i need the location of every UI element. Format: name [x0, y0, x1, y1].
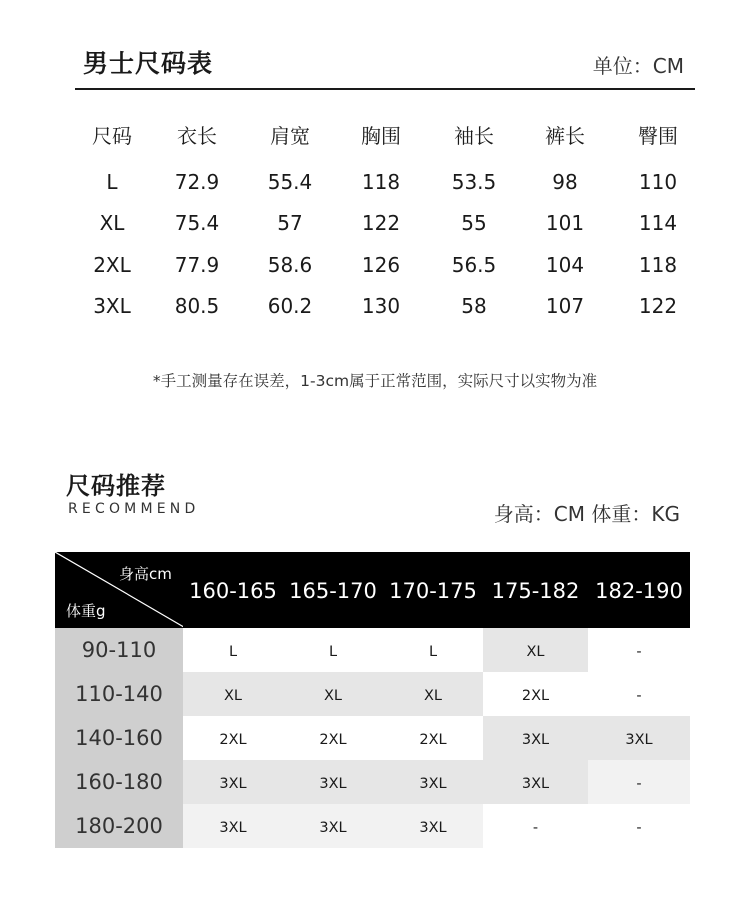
- recommended-size-cell: 3XL: [283, 804, 383, 848]
- recommended-size-cell: XL: [283, 672, 383, 716]
- size-chart-header-cell: 肩宽: [270, 124, 310, 148]
- size-chart-header-cell: 裤长: [545, 124, 585, 148]
- height-range-header: 175-182: [491, 579, 580, 603]
- size-label-cell: 2XL: [93, 253, 131, 277]
- size-value-cell: 98: [552, 170, 578, 194]
- recommended-size-cell: -: [588, 628, 690, 672]
- size-chart-unit: 单位：CM: [592, 54, 684, 78]
- recommend-header-row: [55, 552, 690, 628]
- size-label-cell: XL: [99, 211, 125, 235]
- size-value-cell: 118: [361, 170, 401, 194]
- recommend-title: 尺码推荐: [66, 472, 166, 500]
- size-value-cell: 126: [361, 253, 401, 277]
- size-value-cell: 118: [638, 253, 678, 277]
- recommended-size-cell: 3XL: [383, 804, 483, 848]
- recommended-size-cell: -: [588, 760, 690, 804]
- size-label-cell: 3XL: [93, 294, 131, 318]
- recommended-size-cell: 2XL: [383, 716, 483, 760]
- weight-range-label: 140-160: [55, 716, 183, 760]
- recommended-size-cell: L: [183, 628, 283, 672]
- height-range-header: 170-175: [389, 579, 477, 603]
- weight-range-label: 160-180: [55, 760, 183, 804]
- size-value-cell: 55: [461, 211, 487, 235]
- recommended-size-cell: 3XL: [483, 716, 588, 760]
- recommended-size-cell: 3XL: [183, 760, 283, 804]
- recommended-size-cell: XL: [383, 672, 483, 716]
- size-value-cell: 77.9: [174, 253, 220, 277]
- size-value-cell: 75.4: [174, 211, 220, 235]
- size-value-cell: 104: [545, 253, 585, 277]
- size-chart-header-cell: 袖长: [454, 124, 494, 148]
- size-value-cell: 101: [545, 211, 585, 235]
- recommended-size-cell: 3XL: [483, 760, 588, 804]
- size-value-cell: 58: [461, 294, 487, 318]
- recommended-size-cell: L: [283, 628, 383, 672]
- recommended-size-cell: L: [383, 628, 483, 672]
- title-divider: [75, 88, 695, 90]
- recommended-size-cell: 2XL: [183, 716, 283, 760]
- height-range-header: 165-170: [289, 579, 377, 603]
- size-value-cell: 72.9: [174, 170, 220, 194]
- size-value-cell: 58.6: [267, 253, 313, 277]
- size-value-cell: 60.2: [267, 294, 313, 318]
- size-value-cell: 80.5: [174, 294, 220, 318]
- weight-range-label: 90-110: [55, 628, 183, 672]
- recommended-size-cell: 2XL: [283, 716, 383, 760]
- recommend-unit: 身高：CM 体重：KG: [493, 502, 680, 526]
- recommended-size-cell: 3XL: [383, 760, 483, 804]
- corner-height-label: 身高cm: [119, 565, 172, 583]
- size-value-cell: 130: [361, 294, 401, 318]
- weight-range-label: 110-140: [55, 672, 183, 716]
- height-range-header: 182-190: [595, 579, 683, 603]
- size-value-cell: 55.4: [267, 170, 313, 194]
- size-value-cell: 122: [638, 294, 678, 318]
- recommended-size-cell: 3XL: [588, 716, 690, 760]
- corner-cell: [55, 552, 183, 628]
- size-value-cell: 107: [545, 294, 585, 318]
- recommended-size-cell: -: [588, 804, 690, 848]
- size-value-cell: 56.5: [451, 253, 497, 277]
- weight-range-label: 180-200: [55, 804, 183, 848]
- recommended-size-cell: 2XL: [483, 672, 588, 716]
- height-range-header: 160-165: [189, 579, 277, 603]
- recommended-size-cell: XL: [483, 628, 588, 672]
- recommend-table: [55, 552, 690, 857]
- recommended-size-cell: -: [588, 672, 690, 716]
- recommended-size-cell: -: [483, 804, 588, 848]
- size-value-cell: 53.5: [451, 170, 497, 194]
- measurement-note: *手工测量存在误差，1-3cm属于正常范围，实际尺寸以实物为准: [152, 372, 598, 390]
- size-chart-header-cell: 尺码: [92, 124, 132, 148]
- size-chart-header-cell: 臀围: [638, 124, 678, 148]
- recommended-size-cell: 3XL: [283, 760, 383, 804]
- recommended-size-cell: XL: [183, 672, 283, 716]
- recommend-subtitle: RECOMMEND: [68, 501, 200, 517]
- corner-weight-label: 体重g: [66, 602, 106, 620]
- size-value-cell: 110: [638, 170, 678, 194]
- size-value-cell: 122: [361, 211, 401, 235]
- size-value-cell: 114: [638, 211, 678, 235]
- size-chart-header-cell: 衣长: [177, 124, 217, 148]
- size-value-cell: 57: [277, 211, 303, 235]
- size-chart-title: 男士尺码表: [83, 49, 214, 78]
- size-chart-header-cell: 胸围: [361, 124, 401, 148]
- recommended-size-cell: 3XL: [183, 804, 283, 848]
- size-label-cell: L: [106, 170, 118, 194]
